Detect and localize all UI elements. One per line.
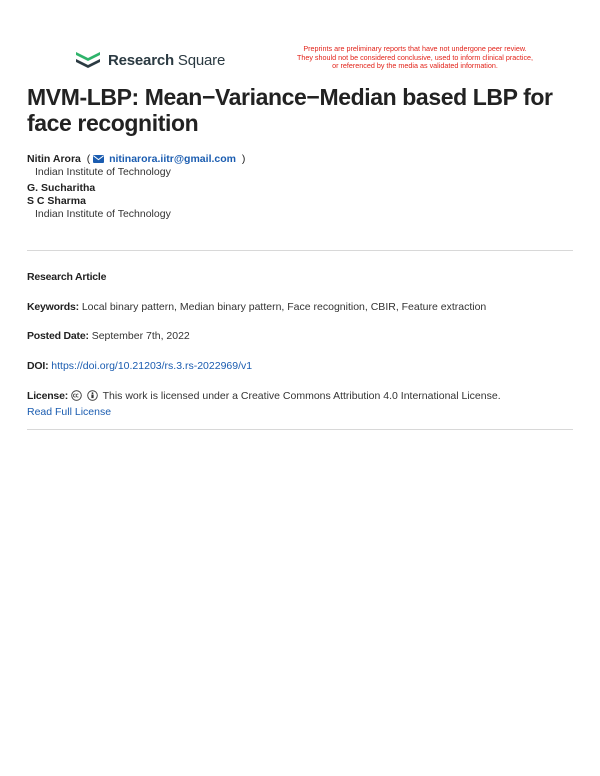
research-square-logo-icon	[74, 49, 102, 71]
author-affiliation: Indian Institute of Technology	[35, 166, 171, 178]
research-square-logo[interactable]	[74, 47, 225, 73]
paper-title: MVM-LBP: Mean−Variance−Median based LBP for face recognition	[27, 84, 553, 136]
author-affiliation: Indian Institute of Technology	[35, 208, 171, 220]
envelope-icon	[93, 155, 104, 163]
doi-label: DOI:	[27, 360, 49, 372]
disclaimer-line: Preprints are preliminary reports that have not undergone peer review.	[303, 44, 527, 53]
keywords	[27, 300, 573, 314]
divider	[27, 429, 573, 430]
doi	[27, 359, 573, 373]
author-name: G. Sucharitha	[27, 182, 96, 194]
article-type: Research Article	[27, 271, 107, 283]
cc-icon	[71, 390, 82, 401]
author-name: S C Sharma	[27, 195, 86, 207]
email-paren: )	[238, 153, 246, 165]
license-text: This work is licensed under a Creative Commons Attribution 4.0 International License.	[102, 390, 501, 402]
by-icon	[87, 390, 98, 401]
author-list	[27, 153, 572, 221]
author-email-link[interactable]: nitinarora.iitr@gmail.com	[109, 153, 236, 165]
logo-wordmark: Research Square	[108, 51, 226, 69]
disclaimer-line: or referenced by the media as validated information.	[332, 61, 498, 71]
posted-date-value: September 7th, 2022	[91, 330, 190, 342]
posted-date-label: Posted Date:	[27, 330, 89, 342]
author-entry	[27, 195, 572, 208]
doi-link[interactable]: https://doi.org/10.21203/rs.3.rs-2022969/v1	[51, 360, 253, 372]
keywords-label: Keywords:	[27, 301, 79, 313]
disclaimer-line: They should not be considered conclusive, used to inform clinical practice,	[296, 52, 534, 62]
preprint-disclaimer	[270, 45, 560, 71]
license-label: License:	[27, 390, 68, 402]
author-entry	[27, 182, 572, 195]
read-full-license-link[interactable]: Read Full License	[27, 406, 112, 418]
posted-date	[27, 329, 573, 343]
license	[27, 388, 573, 420]
author-name: Nitin Arora	[27, 153, 81, 165]
keywords-value: Local binary pattern, Median binary pattern, Face recognition, CBIR, Feature extraction	[81, 301, 487, 313]
email-paren: (	[83, 153, 91, 165]
author-entry	[27, 153, 572, 166]
divider	[27, 250, 573, 251]
